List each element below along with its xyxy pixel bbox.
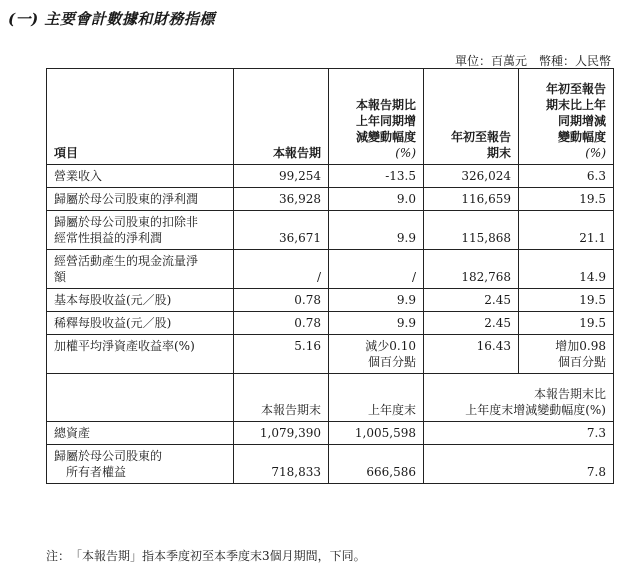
cell-change: 9.9 [329,312,424,335]
header-prior-year-end: 上年度末 [329,374,424,422]
cell-change: 減少0.10 個百分點 [329,335,424,374]
row-label: 稀釋每股收益(元／股) [47,312,234,335]
cell-period-end: 718,833 [234,445,329,484]
header-period-end: 本報告期末 [234,374,329,422]
financial-table [46,68,614,484]
table-header-row [47,69,614,165]
row-label: 總資產 [47,422,234,445]
cell-ytd-change: 14.9 [519,250,614,289]
header-ytd: 年初至報告 期末 [424,69,519,165]
cell-period-change: 7.3 [424,422,614,445]
row-label: 歸屬於母公司股東的 所有者權益 [47,445,234,484]
table-row [47,188,614,211]
table-row [47,250,614,289]
cell-ytd: 116,659 [424,188,519,211]
row-label: 基本每股收益(元／股) [47,289,234,312]
cell-ytd-change: 19.5 [519,289,614,312]
cell-change: -13.5 [329,165,424,188]
header-ytd-change: 年初至報告 期末比上年 同期增減 變動幅度 (%) [519,69,614,165]
cell-current: 36,928 [234,188,329,211]
row-label: 歸屬於母公司股東的扣除非 經常性損益的淨利潤 [47,211,234,250]
row-label: 經營活動產生的現金流量淨 額 [47,250,234,289]
cell-change: 9.9 [329,289,424,312]
cell-current: 99,254 [234,165,329,188]
cell-change: 9.9 [329,211,424,250]
table-row [47,211,614,250]
cell-period-end: 1,079,390 [234,422,329,445]
row-label: 加權平均淨資產收益率(%) [47,335,234,374]
table-row [47,422,614,445]
table-row [47,165,614,188]
cell-current: / [234,250,329,289]
subheader-empty [47,374,234,422]
cell-current: 0.78 [234,312,329,335]
cell-current: 36,671 [234,211,329,250]
cell-ytd: 182,768 [424,250,519,289]
cell-ytd-change: 21.1 [519,211,614,250]
cell-current: 0.78 [234,289,329,312]
cell-prior-year-end: 1,005,598 [329,422,424,445]
header-period-change: 本報告期末比 上年度末增減變動幅度(%) [424,374,614,422]
footnote: 注： 「本報告期」指本季度初至本季度末3個月期間，下同。 [46,549,366,563]
cell-ytd-change: 增加0.98 個百分點 [519,335,614,374]
row-label: 營業收入 [47,165,234,188]
cell-ytd-change: 6.3 [519,165,614,188]
section-title: (一) 主要會計數據和財務指標 [8,10,215,28]
cell-prior-year-end: 666,586 [329,445,424,484]
row-label: 歸屬於母公司股東的淨利潤 [47,188,234,211]
cell-ytd: 326,024 [424,165,519,188]
cell-ytd: 2.45 [424,289,519,312]
table-row [47,445,614,484]
header-current-change: 本報告期比 上年同期增 減變動幅度 (%) [329,69,424,165]
cell-ytd-change: 19.5 [519,188,614,211]
table-row [47,335,614,374]
cell-current: 5.16 [234,335,329,374]
table-subheader-row [47,374,614,422]
cell-change: / [329,250,424,289]
cell-ytd: 2.45 [424,312,519,335]
header-item: 項目 [47,69,234,165]
cell-change: 9.0 [329,188,424,211]
unit-label: 單位：百萬元 幣種：人民幣 [454,54,611,68]
cell-period-change: 7.8 [424,445,614,484]
cell-ytd: 115,868 [424,211,519,250]
header-current: 本報告期 [234,69,329,165]
cell-ytd-change: 19.5 [519,312,614,335]
table-row [47,289,614,312]
cell-ytd: 16.43 [424,335,519,374]
table-row [47,312,614,335]
